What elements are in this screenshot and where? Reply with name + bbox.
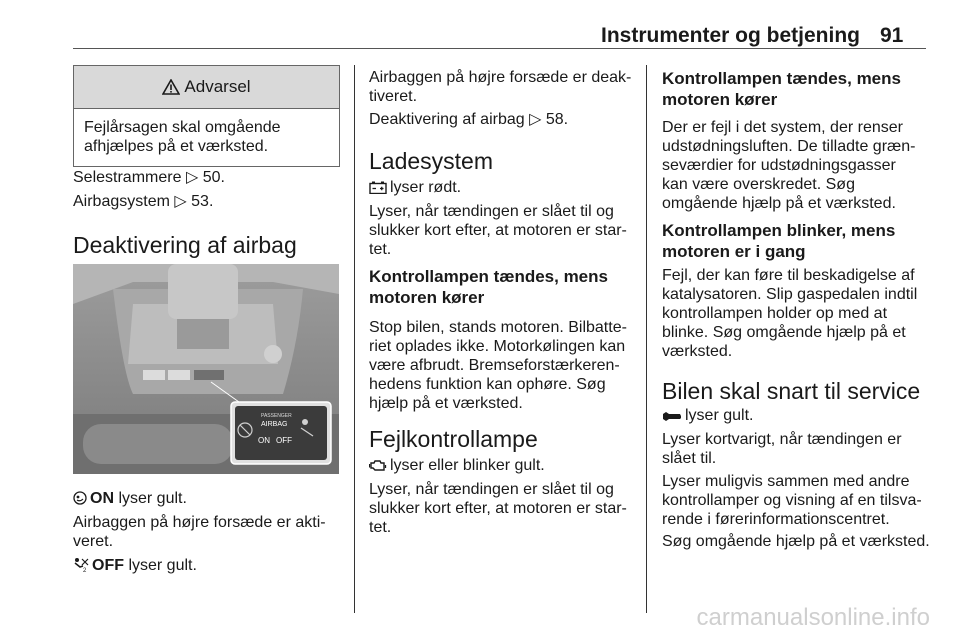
fault-desc: Lyser, når tændingen er slået til og slukker kort efter, at motoren er star-tet. [369, 481, 627, 536]
airbag-off-icon [73, 557, 89, 577]
service-p4: Søg omgående hjælp på et værksted. [662, 533, 930, 550]
off-label: OFF [92, 557, 124, 574]
subheading-line2: motoren er i gang [662, 242, 806, 261]
running-header-title: Instrumenter og betjening [600, 24, 860, 47]
fault-text: lyser eller blinker gult. [390, 457, 545, 474]
warning-title: Advarsel [184, 77, 251, 96]
page-number: 91 [880, 24, 904, 47]
engine-icon [369, 458, 387, 477]
off-text: lyser gult. [128, 557, 197, 574]
warning-box [73, 65, 340, 167]
page-ref-arrow-icon: ▷ [529, 111, 542, 128]
airbag-on-icon [73, 491, 87, 510]
service-text: lyser gult. [685, 407, 754, 424]
airbag-off-line [73, 556, 197, 577]
charging-running-text: Stop bilen, stands motoren. Bilbatte-riet oplades ikke. Motorkølingen kan være afbrudt. Bremseforstærkeren-hedens funktion kan ophøre. Søg hjælp på et værksted. [369, 319, 627, 412]
section-heading-fault: Fejlkontrollampe [369, 426, 538, 452]
ref-page[interactable]: 50. [202, 169, 225, 186]
section-heading-airbag: Deaktivering af airbag [73, 232, 297, 258]
page-ref-arrow-icon: ▷ [174, 193, 187, 210]
subheading-line1: Kontrollampen blinker, mens [662, 221, 896, 240]
subheading-charging-running [369, 266, 608, 308]
section-heading-charging: Ladesystem [369, 148, 494, 174]
subheading-line2: motoren kører [369, 288, 485, 307]
airbag-system-ref [73, 192, 213, 211]
charging-line [369, 178, 461, 199]
charging-text: lyser rødt. [390, 179, 462, 196]
battery-icon [369, 180, 387, 199]
airbag-deactivated-text: Airbaggen på højre forsæde er deak-tiveret. [369, 69, 632, 105]
warning-triangle-icon [162, 79, 180, 95]
subheading-line1: Kontrollampen tændes, mens [369, 267, 608, 286]
ref-page[interactable]: 58. [545, 111, 569, 128]
on-label: ON [90, 490, 114, 507]
ref-page[interactable]: 53. [191, 193, 214, 210]
warning-text: Fejlårsagen skal omgående afhjælpes på et værksted. [84, 119, 281, 155]
illus-airbag-label: AIRBAG [261, 421, 288, 428]
header-rule [73, 48, 926, 49]
subheading-line1: Kontrollampen tændes, mens [662, 69, 901, 88]
fault-blinking-text: Fejl, der kan føre til beskadigelse af katalysatoren. Slip gaspedalen indtil kontrollampen holder op med at blinke. Søg omgående hjælp på et værksted. [662, 267, 918, 360]
fault-running-text: Der er fejl i det system, der renser udstødningsluften. De tilladte græn-seværdier for udstødningsgasser kan være overskredet. Søg omgående hjælp på et værksted. [662, 119, 916, 212]
subheading-fault-blinking [662, 220, 895, 262]
warning-header [74, 66, 339, 109]
subheading-fault-running [662, 68, 901, 110]
ref-text: Selestrammere [73, 169, 182, 186]
watermark: carmanualsonline.info [696, 604, 930, 631]
on-text: lyser gult. [118, 490, 187, 507]
charging-desc: Lyser, når tændingen er slået til og slukker kort efter, at motoren er star-tet. [369, 203, 627, 258]
page-ref-arrow-icon: ▷ [185, 169, 199, 186]
section-heading-service: Bilen skal snart til service [662, 378, 921, 404]
illus-passenger-label: PASSENGER [261, 413, 292, 419]
subheading-line2: motoren kører [662, 90, 778, 109]
column-divider-right [646, 65, 647, 613]
seatbelt-ref [73, 168, 225, 187]
column-divider-left [354, 65, 355, 613]
service-p2: Lyser kortvarigt, når tændingen er slået til. [662, 431, 902, 467]
illus-on-label: ON [258, 436, 270, 445]
service-p3: Lyser muligvis sammen med andre kontrollamper og visning af en tilsva-rende i førerinformationscentret. [662, 473, 922, 528]
ref-text: Deaktivering af airbag [369, 111, 525, 128]
svg-text:2: 2 [83, 568, 87, 572]
airbag-activated-text: Airbaggen på højre forsæde er akti-veret. [73, 514, 326, 550]
fault-line [369, 456, 545, 477]
service-line [662, 406, 753, 427]
airbag-on-line [73, 489, 187, 510]
airbag-indicator-illustration [73, 264, 339, 474]
deactivation-ref [369, 110, 568, 129]
wrench-icon [662, 408, 682, 427]
ref-text: Airbagsystem [73, 193, 170, 210]
illus-off-label: OFF [276, 436, 292, 445]
